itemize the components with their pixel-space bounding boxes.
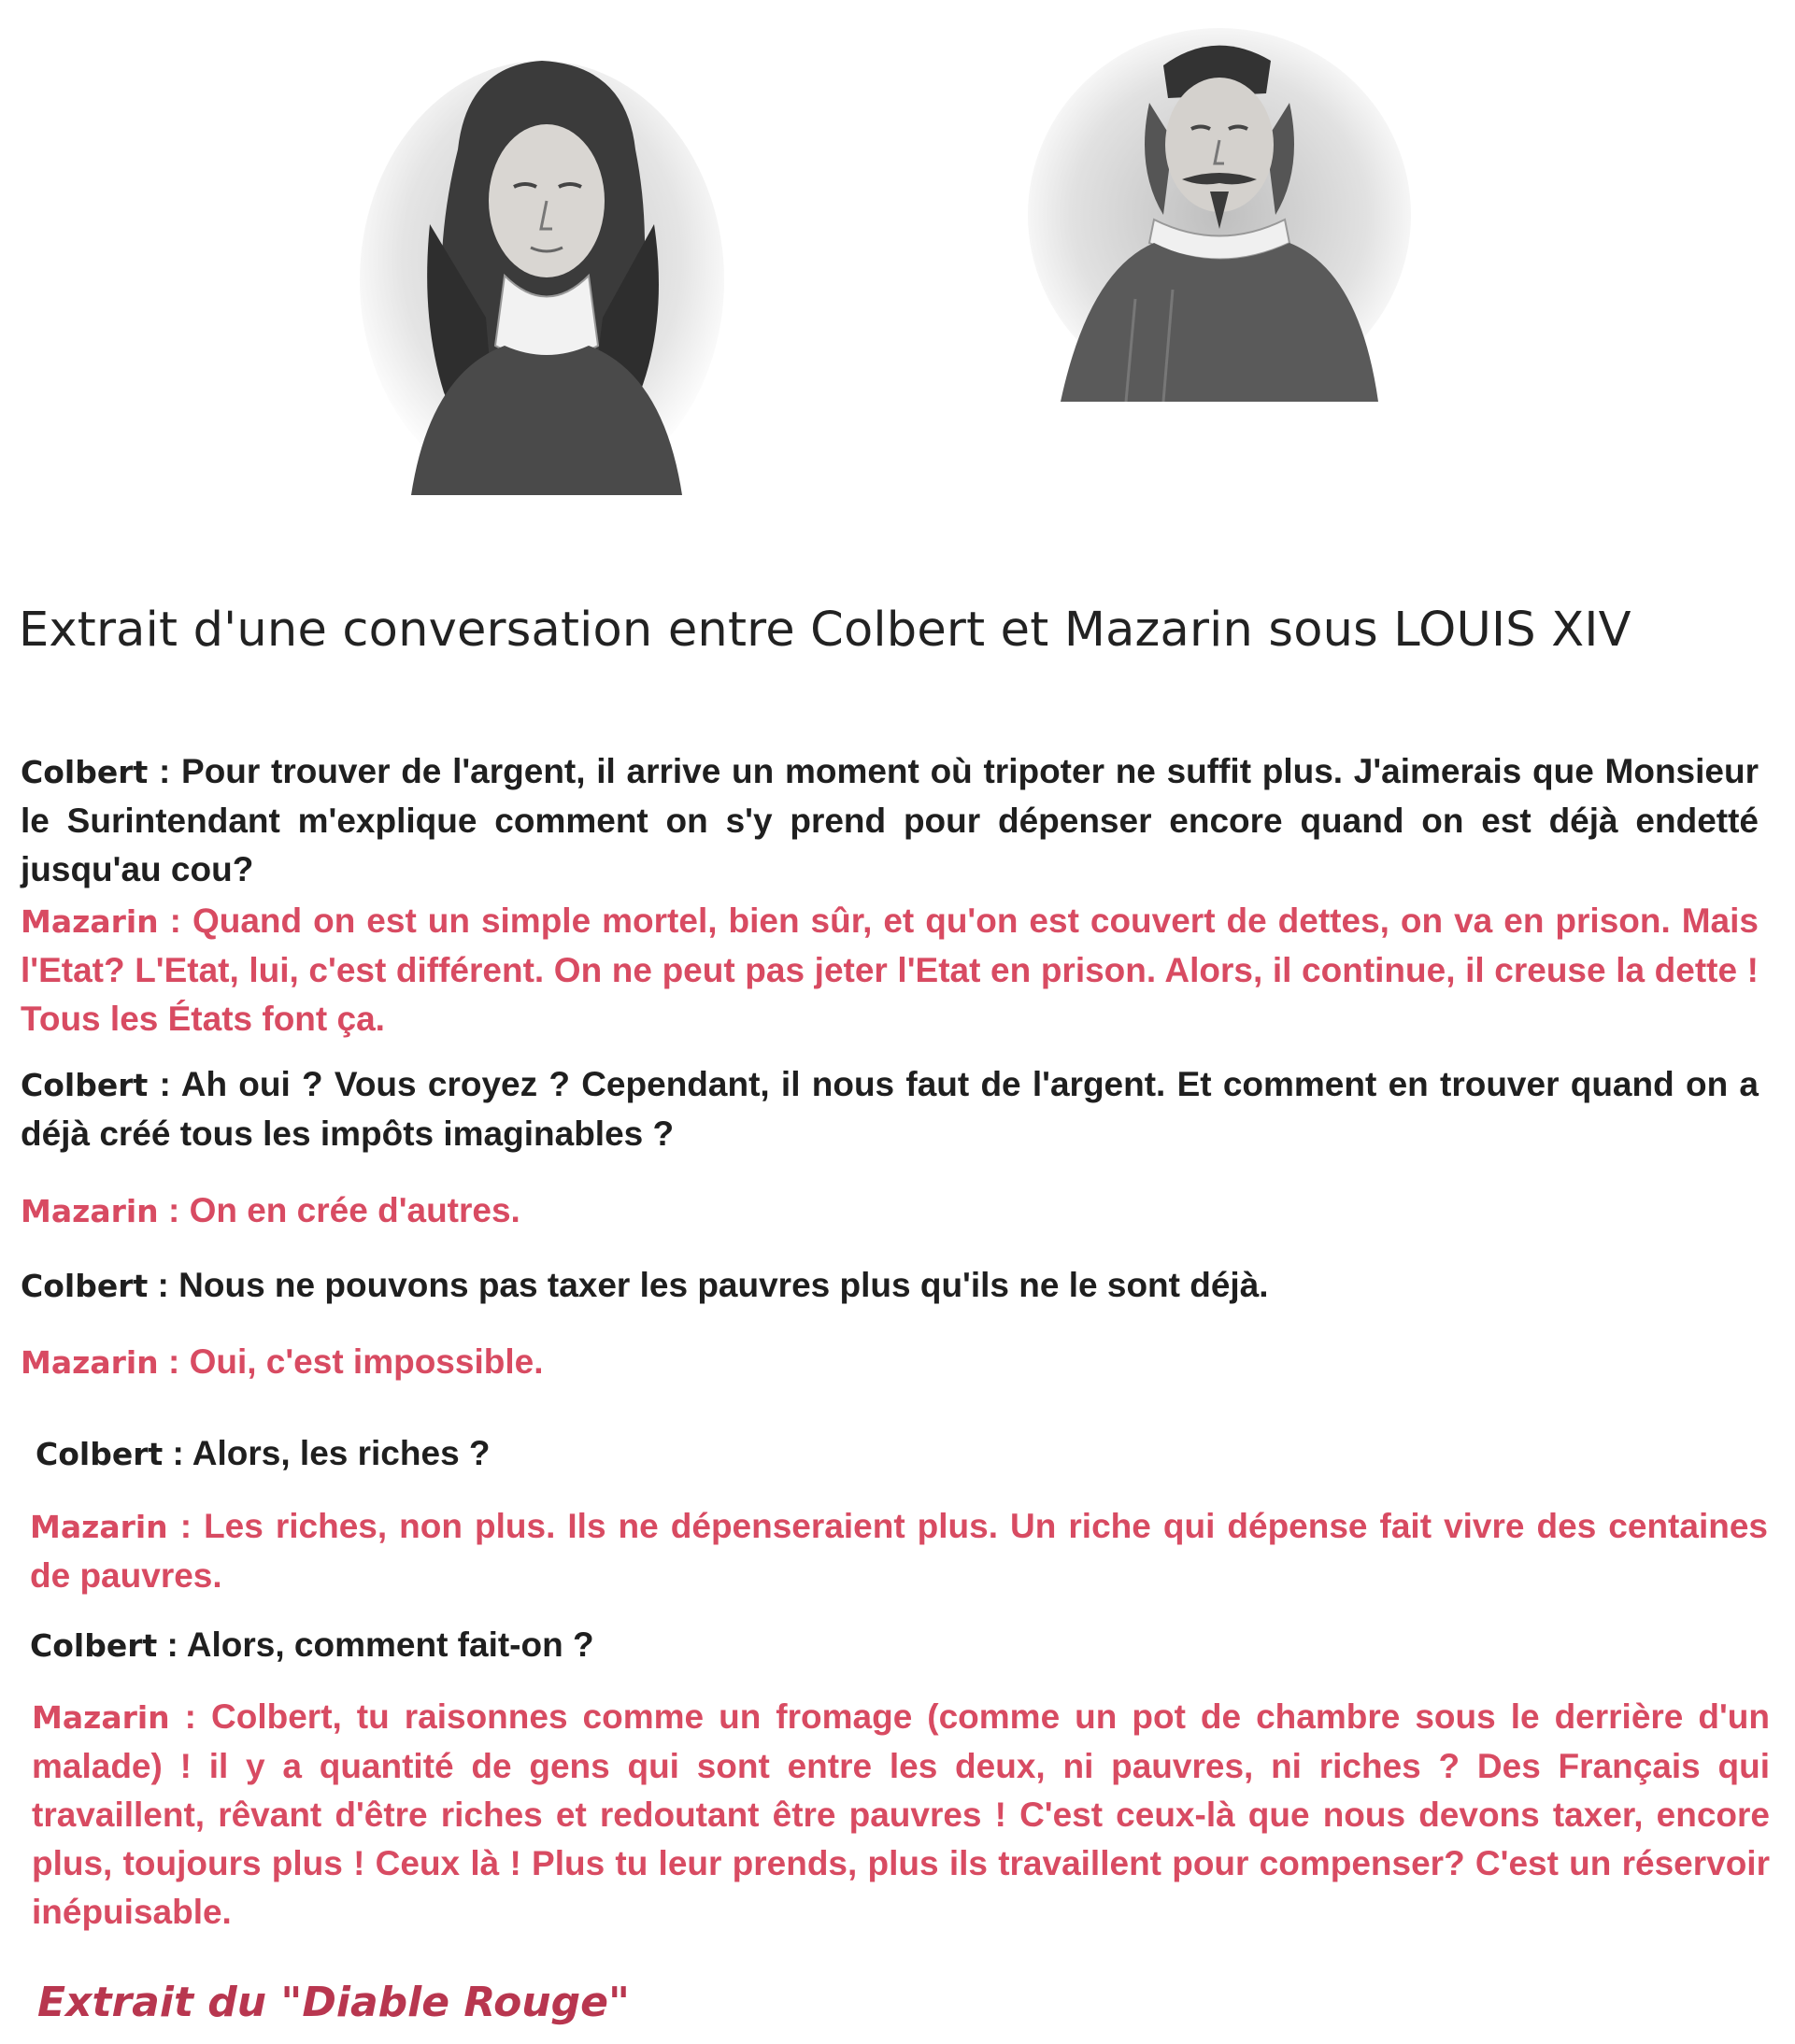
dialogue-line: [21, 1186, 1759, 1236]
dialogue-line: [36, 1429, 1774, 1479]
speaker-separator: :: [158, 1191, 190, 1229]
speaker-name: Colbert: [21, 1268, 149, 1304]
speaker-separator: :: [158, 1342, 190, 1381]
speaker-name: Colbert: [21, 754, 149, 790]
mazarin-portrait-image: [1023, 19, 1411, 402]
speaker-separator: :: [169, 1697, 212, 1736]
speaker-separator: :: [148, 1266, 179, 1304]
colbert-portrait: [355, 37, 729, 495]
speaker-name: Colbert: [21, 1067, 149, 1103]
dialogue-text: Nous ne pouvons pas taxer les pauvres plus qu'ils ne le sont déjà.: [178, 1266, 1269, 1304]
colbert-portrait-image: [355, 37, 729, 495]
dialogue-text: Colbert, tu raisonnes comme un fromage (comme un pot de chambre sous le derrière d'un malade) ! il y a quantité de gens qui sont entre les deux, ni pauvres, ni riches ? Des Français qui travaillent, rêvant d'être riches et redoutant être pauvres ! C'est ceux-là que nous devons taxer, encore plus, toujours plus ! Ceux là ! Plus tu leur prends, plus ils travaillent pour compenser? C'est un réservoir inépuisable.: [32, 1697, 1770, 1931]
speaker-separator: :: [163, 1434, 192, 1472]
speaker-name: Mazarin: [32, 1699, 170, 1736]
dialogue-line: [21, 897, 1759, 1043]
dialogue-text: Alors, les riches ?: [192, 1434, 491, 1472]
dialogue-line: [32, 1693, 1770, 1937]
document-title: Extrait d'une conversation entre Colbert et Mazarin sous LOUIS XIV: [19, 603, 1631, 658]
dialogue-text: On en crée d'autres.: [189, 1191, 520, 1229]
dialogue-line: [21, 1060, 1759, 1158]
speaker-name: Colbert: [30, 1627, 158, 1664]
speaker-name: Mazarin: [21, 1193, 159, 1229]
speaker-name: Colbert: [36, 1436, 164, 1472]
speaker-separator: :: [167, 1507, 205, 1545]
dialogue-line: [21, 1338, 1759, 1387]
dialogue-line: [30, 1502, 1768, 1600]
mazarin-portrait: [1023, 19, 1411, 402]
dialogue-text: Quand on est un simple mortel, bien sûr, et qu'on est couvert de dettes, on va en prison. Mais l'Etat? L'Etat, lui, c'est différent. On ne peut pas jeter l'Etat en prison. Alors, il continue, il creuse la dette ! Tous les États font ça.: [21, 901, 1759, 1038]
speaker-separator: :: [148, 1065, 181, 1103]
dialogue-line: [30, 1621, 1768, 1670]
speaker-name: Mazarin: [21, 1344, 159, 1381]
dialogue-line: [21, 1261, 1759, 1311]
speaker-separator: :: [148, 752, 182, 790]
speaker-name: Mazarin: [21, 903, 159, 940]
dialogue-text: Ah oui ? Vous croyez ? Cependant, il nous faut de l'argent. Et comment en trouver quand on a déjà créé tous les impôts imaginables ?: [21, 1065, 1759, 1153]
dialogue-text: Pour trouver de l'argent, il arrive un moment où tripoter ne suffit plus. J'aimerais que Monsieur le Surintendant m'explique comment on s'y prend pour dépenser encore quand on est déjà endetté jusqu'au cou?: [21, 752, 1759, 888]
dialogue-text: Alors, comment fait-on ?: [186, 1625, 594, 1664]
dialogue-text: Les riches, non plus. Ils ne dépenseraient plus. Un riche qui dépense fait vivre des centaines de pauvres.: [30, 1507, 1768, 1595]
speaker-separator: :: [158, 901, 192, 940]
source-credit: Extrait du "Diable Rouge": [37, 1979, 630, 2026]
speaker-name: Mazarin: [30, 1509, 168, 1545]
dialogue-line: [21, 747, 1759, 894]
dialogue-text: Oui, c'est impossible.: [189, 1342, 544, 1381]
speaker-separator: :: [157, 1625, 187, 1664]
